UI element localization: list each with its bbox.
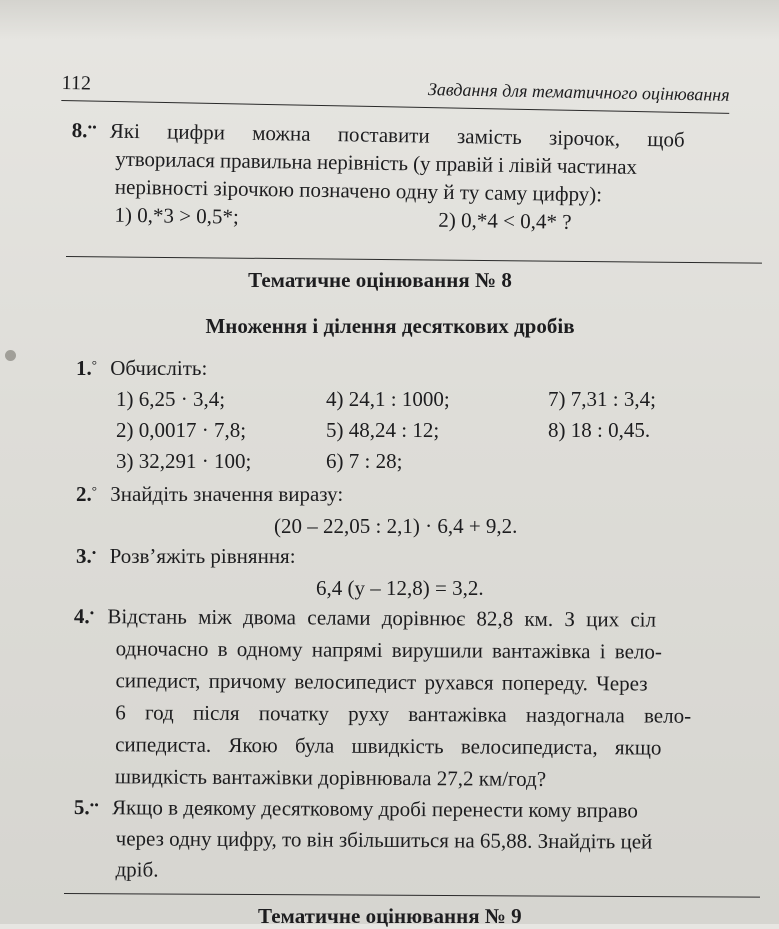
task-prompt: Знайдіть значення виразу: [110, 482, 344, 506]
exercise-item: 8) 18 : 0,45. [548, 418, 651, 442]
task-line: одночасно в одному напрямі вирушили вантажівка і вело- [115, 636, 663, 664]
exercise-item: 5) 48,24 : 12; [326, 418, 440, 442]
task-number: 4. [73, 603, 90, 629]
task-2 [76, 480, 736, 540]
task-line: Якщо в деякому десятковому дробі перенести кому вправо [111, 795, 638, 823]
task-line: швидкість вантажівки дорівнювала 27,2 км/год? [114, 764, 547, 791]
option: 2) 0,*4 < 0,4* ? [438, 207, 572, 234]
divider [64, 893, 760, 898]
task-number: 1. [76, 356, 92, 380]
task-line: утворилася правильна нерівність (у правій і лівій частинах [115, 146, 638, 179]
option: 1) 0,*3 > 0,5*; [114, 202, 240, 229]
task-number: 2. [76, 482, 92, 506]
expression: (20 – 22,05 : 2,1) · 6,4 + 9,2. [274, 514, 518, 538]
exercise-item: 4) 24,1 : 1000; [326, 387, 450, 411]
task-line: дріб. [115, 857, 159, 882]
task-5 [73, 792, 762, 889]
task-8 [70, 116, 762, 239]
exercise-item: 1) 6,25 · 3,4; [116, 387, 226, 411]
task-number: 5. [73, 794, 90, 820]
task-line: 6 год після початку руху вантажівка наздогнала вело- [115, 700, 692, 728]
exercise-item: 7) 7,31 : 3,4; [548, 387, 656, 411]
task-prompt: Розв’яжіть рівняння: [109, 544, 296, 568]
task-line: Які цифри можна поставити замість зірочок, щоб [109, 118, 685, 152]
task-number: 8. [71, 117, 88, 143]
task-prompt: Обчисліть: [110, 356, 208, 380]
task-number: 3. [76, 544, 92, 568]
difficulty-mark: •• [87, 119, 97, 135]
section-title: Тематичне оцінювання № 8 [248, 268, 512, 292]
section-subtitle: Множення і ділення десяткових дробів [205, 314, 575, 338]
difficulty-mark: •• [89, 797, 99, 813]
task-line: сипедист, причому велосипедист рухався попереду. Через [115, 668, 648, 696]
task-1 [76, 354, 736, 475]
running-head [61, 66, 730, 114]
divider [66, 256, 762, 264]
task-line: сипедиста. Якою була швидкість велосипедиста, якщо [115, 732, 662, 760]
task-line: через одну цифру, то він збільшиться на 65,88. Знайдіть цей [115, 826, 653, 854]
difficulty-mark: • [91, 545, 97, 560]
difficulty-mark: ° [91, 357, 97, 372]
task-line: нерівності зірочкою позначено одну й ту саму цифру): [114, 174, 603, 207]
page-top-shadow [0, 0, 779, 40]
task-3 [76, 542, 736, 602]
next-section-title: Тематичне оцінювання № 9 [258, 904, 522, 928]
exercise-item: 3) 32,291 · 100; [116, 449, 252, 473]
task-4 [73, 600, 762, 796]
paper-spot [5, 350, 16, 361]
header-title: Завдання для тематичного оцінювання [427, 79, 730, 105]
difficulty-mark: • [89, 605, 95, 621]
page-number: 112 [61, 71, 92, 95]
exercise-item: 6) 7 : 28; [326, 449, 403, 473]
equation: 6,4 (y – 12,8) = 3,2. [316, 576, 484, 600]
task-line: Відстань між двома селами дорівнює 82,8 км. З цих сіл [107, 604, 657, 632]
difficulty-mark: ° [91, 483, 97, 498]
exercise-item: 2) 0,0017 · 7,8; [116, 418, 247, 442]
